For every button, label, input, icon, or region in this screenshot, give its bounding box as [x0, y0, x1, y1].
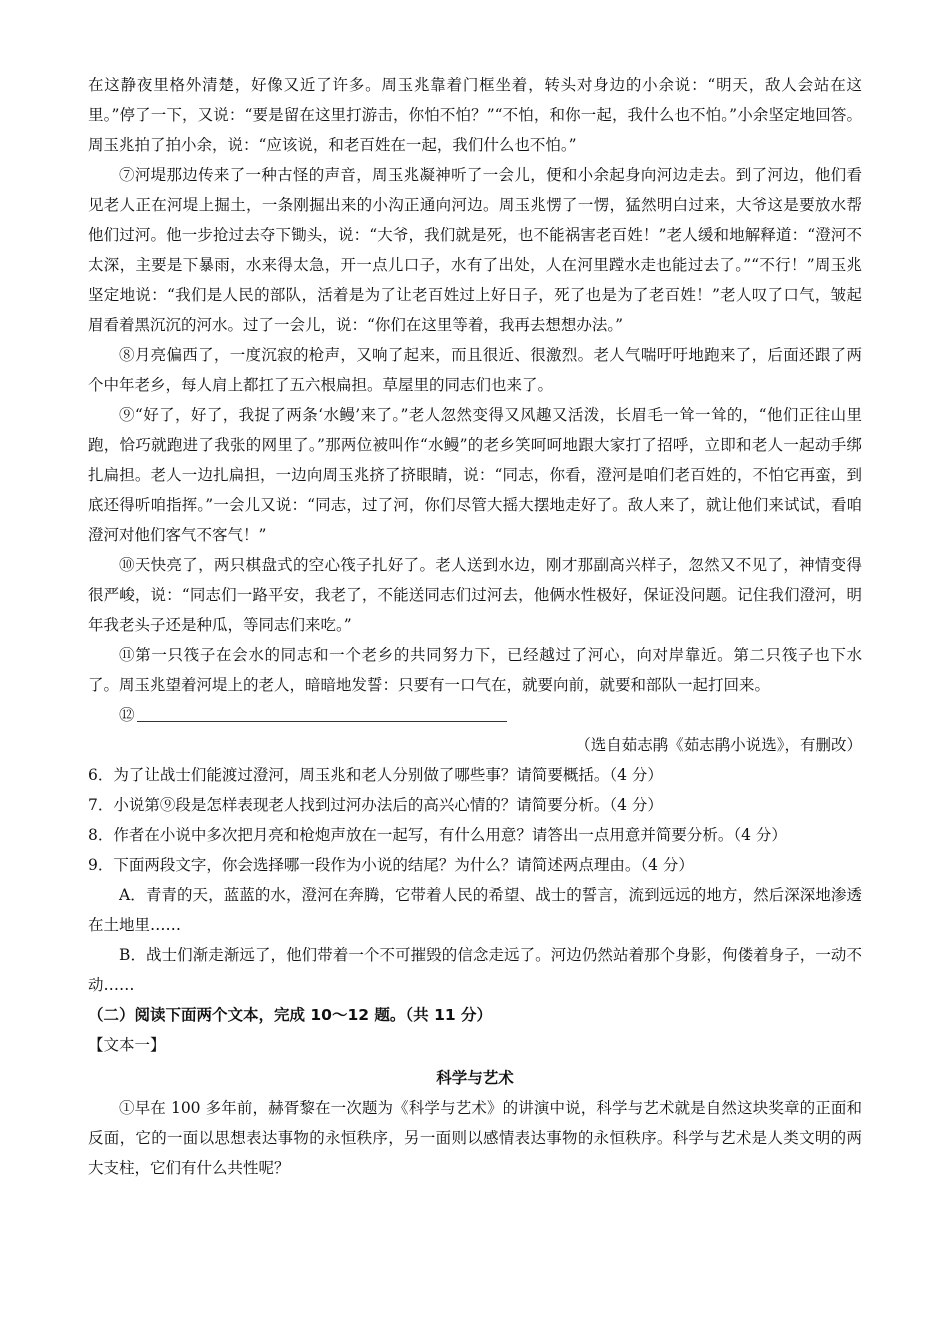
- story-paragraph-11: ⑪第一只筏子在会水的同志和一个老乡的共同努力下，已经越过了河心，向对岸靠近。第二只筏子也下水了。周玉兆望着河堤上的老人，暗暗地发誓：只要有一口气在，就要向前，就要和部队一起打回来。: [88, 646, 862, 694]
- ending-blank-line[interactable]: [137, 703, 507, 722]
- question-9: 9．下面两段文字，你会选择哪一段作为小说的结尾？为什么？请简述两点理由。（4 分）: [88, 856, 694, 874]
- story-paragraph-7: ⑦河堤那边传来了一种古怪的声音，周玉兆凝神听了一会儿，便和小余起身向河边走去。到了河边，他们看见老人正在河堤上掘土，一条刚掘出来的小沟正通向河边。周玉兆愣了一愣，猛然明白过来，大爷这是要放水帮他们过河。他一步抢过去夺下锄头，说：“大爷，我们就是死，也不能祸害老百姓！”老人缓和地解释道：“澄河不太深，主要是下暴雨，水来得太急，开一点儿口子，水有了出处，人在河里蹚水走也能过去了。”“不行！”周玉兆坚定地说：“我们是人民的部队，活着是为了让老百姓过上好日子，死了也是为了老百姓！”老人叹了口气，皱起眉看着黑沉沉的河水。过了一会儿，说：“你们在这里等着，我再去想想办法。”: [88, 166, 862, 334]
- section-2-heading: （二）阅读下面两个文本，完成 10～12 题。（共 11 分）: [88, 1006, 493, 1024]
- source-citation: （选自茹志鹃《茹志鹃小说选》，有删改）: [575, 736, 862, 754]
- text-one-label: 【文本一】: [88, 1036, 166, 1054]
- article-paragraph-1: ①早在 100 多年前，赫胥黎在一次题为《科学与艺术》的讲演中说，科学与艺术就是自然这块奖章的正面和反面，它的一面以思想表达事物的永恒秩序，另一面则以感情表达事物的永恒秩序。科学与艺术是人类文明的两大支柱，它们有什么共性呢？: [88, 1099, 862, 1177]
- story-paragraph-9: ⑨“好了，好了，我捉了两条‘水鳗’来了。”老人忽然变得又风趣又活泼，长眉毛一耸一耸的，“他们正往山里跑，恰巧就跑进了我张的网里了。”那两位被叫作“水鳗”的老乡笑呵呵地跟大家打了招呼，立即和老人一起动手绑扎扁担。老人一边扎扁担，一边向周玉兆挤了挤眼睛，说：“同志，你看，澄河是咱们老百姓的，不怕它再蛮，到底还得听咱指挥。”一会儿又说：“同志，过了河，你们尽管大摇大摆地走好了。敌人来了，就让他们来试试，看咱澄河对他们客气不客气！”: [88, 406, 862, 544]
- option-a: A．青青的天，蓝蓝的水，澄河在奔腾，它带着人民的希望、战士的誓言，流到远远的地方，然后深深地渗透在土地里……: [88, 886, 862, 934]
- paragraph-12-number: ⑫: [119, 706, 135, 724]
- story-paragraph-8: ⑧月亮偏西了，一度沉寂的枪声，又响了起来，而且很近、很激烈。老人气喘吁吁地跑来了，后面还跟了两个中年老乡，每人肩上都扛了五六根扁担。草屋里的同志们也来了。: [88, 346, 862, 394]
- story-paragraph-continued: 在这静夜里格外清楚，好像又近了许多。周玉兆靠着门框坐着，转头对身边的小余说：“明天，敌人会站在这里。”停了一下，又说：“要是留在这里打游击，你怕不怕？”“不怕，和你一起，我什么也不怕。”小余坚定地回答。周玉兆拍了拍小余，说：“应该说，和老百姓在一起，我们什么也不怕。”: [88, 76, 862, 154]
- story-paragraph-12: [88, 700, 862, 730]
- question-7: 7．小说第⑨段是怎样表现老人找到过河办法后的高兴心情的？请简要分析。（4 分）: [88, 796, 663, 814]
- question-8: 8．作者在小说中多次把月亮和枪炮声放在一起写，有什么用意？请答出一点用意并简要分析。（4 分）: [88, 826, 787, 844]
- article-title: 科学与艺术: [436, 1069, 514, 1087]
- exam-page: [88, 70, 862, 1183]
- story-paragraph-10: ⑩天快亮了，两只棋盘式的空心筏子扎好了。老人送到水边，刚才那副高兴样子，忽然又不见了，神情变得很严峻，说：“同志们一路平安，我老了，不能送同志们过河去，他俩水性极好，保证没问题。记住我们澄河，明年我老头子还是种瓜，等同志们来吃。”: [88, 556, 862, 634]
- question-6: 6．为了让战士们能渡过澄河，周玉兆和老人分别做了哪些事？请简要概括。（4 分）: [88, 766, 663, 784]
- option-b: B．战士们渐走渐远了，他们带着一个不可摧毁的信念走远了。河边仍然站着那个身影，佝偻着身子，一动不动……: [88, 946, 862, 994]
